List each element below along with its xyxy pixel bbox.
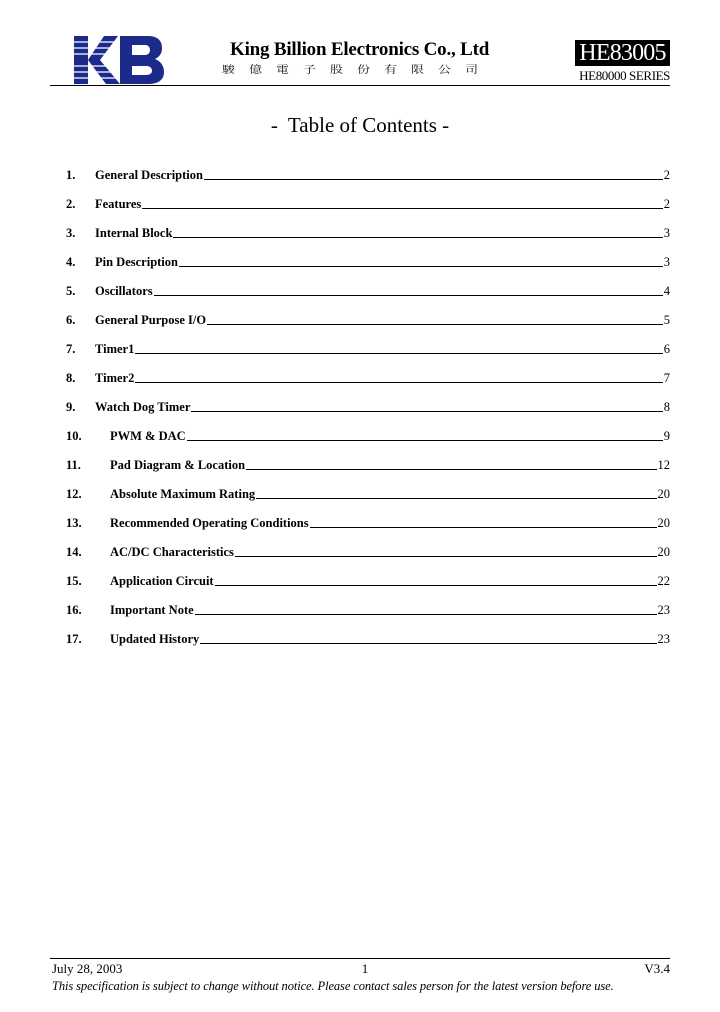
toc-leader-line [195, 614, 657, 615]
toc-entry-page: 7 [663, 371, 670, 385]
toc-entry-number: 15. [66, 574, 82, 588]
toc-leader-line [204, 179, 663, 180]
toc-leader-line [215, 585, 657, 586]
toc-entry-number: 7. [66, 342, 76, 356]
toc-entry-label[interactable]: Oscillators [95, 284, 153, 298]
part-number-badge: HE83005 [575, 40, 670, 66]
toc-leader-line [235, 556, 657, 557]
toc-leader-line [179, 266, 663, 267]
toc-entry-number: 16. [66, 603, 82, 617]
toc-entry[interactable] [66, 270, 670, 299]
toc-entry-label[interactable]: Timer1 [95, 342, 135, 356]
toc-leader-line [154, 295, 663, 296]
toc-entry-page: 23 [657, 632, 670, 646]
toc-entry[interactable] [66, 502, 670, 531]
toc-entry-number: 1. [66, 168, 76, 182]
toc-leader-line [135, 353, 662, 354]
toc-leader-line [246, 469, 656, 470]
toc-entry-page: 20 [657, 487, 670, 501]
toc-entry[interactable] [66, 531, 670, 560]
toc-entry-label[interactable]: Internal Block [95, 226, 173, 240]
toc-entry-label[interactable]: Absolute Maximum Rating [110, 487, 256, 501]
toc-entry-page: 20 [657, 516, 670, 530]
company-name-en: King Billion Electronics Co., Ltd [230, 39, 490, 60]
toc-entry-page: 9 [663, 429, 670, 443]
toc-entry[interactable] [66, 444, 670, 473]
toc-entry-page: 3 [663, 226, 670, 240]
toc-entry-number: 10. [66, 429, 82, 443]
toc-entry-label[interactable]: General Description [95, 168, 203, 182]
toc-entry-label[interactable]: Watch Dog Timer [95, 400, 191, 414]
toc-entry-number: 9. [66, 400, 76, 414]
toc-entry-number: 14. [66, 545, 82, 559]
toc-entry[interactable] [66, 589, 670, 618]
toc-leader-line [207, 324, 663, 325]
toc-entry-number: 12. [66, 487, 82, 501]
toc-entry-label[interactable]: Recommended Operating Conditions [110, 516, 309, 530]
toc-entry[interactable] [66, 328, 670, 357]
toc-entry-number: 8. [66, 371, 76, 385]
toc-entry-page: 3 [663, 255, 670, 269]
toc-entry[interactable] [66, 183, 670, 212]
toc-entry-page: 6 [663, 342, 670, 356]
toc-entry[interactable] [66, 357, 670, 386]
toc-entry-label[interactable]: General Purpose I/O [95, 313, 207, 327]
footer-version: V3.4 [644, 961, 670, 976]
toc-leader-line [310, 527, 657, 528]
toc-entry-page: 2 [663, 168, 670, 182]
toc-leader-line [135, 382, 662, 383]
footer-notice: This specification is subject to change without notice. Please contact sales person for the latest version before use. [52, 979, 614, 993]
toc-entry[interactable] [66, 154, 670, 183]
toc-entry[interactable] [66, 212, 670, 241]
toc-entry[interactable] [66, 241, 670, 270]
toc-entry-page: 8 [663, 400, 670, 414]
toc-entry-page: 2 [663, 197, 670, 211]
toc-entry-label[interactable]: Updated History [110, 632, 200, 646]
toc-entry-page: 23 [657, 603, 670, 617]
toc-entry-number: 3. [66, 226, 76, 240]
toc-entry-number: 2. [66, 197, 76, 211]
toc-leader-line [200, 643, 656, 644]
toc-entry[interactable] [66, 299, 670, 328]
toc-entry-label[interactable]: Pin Description [95, 255, 178, 269]
toc-leader-line [256, 498, 656, 499]
toc-entry-label[interactable]: Features [95, 197, 142, 211]
toc-leader-line [187, 440, 663, 441]
toc-entry[interactable] [66, 473, 670, 502]
toc-title: - Table of Contents - [270, 113, 450, 137]
toc-entry-number: 5. [66, 284, 76, 298]
table-of-contents [66, 154, 670, 647]
toc-entry[interactable] [66, 618, 670, 647]
toc-entry-page: 22 [657, 574, 670, 588]
toc-entry-page: 20 [657, 545, 670, 559]
toc-entry-label[interactable]: Pad Diagram & Location [110, 458, 246, 472]
toc-entry-number: 6. [66, 313, 76, 327]
footer-date: July 28, 2003 [52, 961, 123, 976]
toc-entry-page: 5 [663, 313, 670, 327]
kb-logo [74, 36, 164, 84]
company-name-cn: 駿億電子股份有限公司 [222, 63, 493, 76]
toc-entry-page: 4 [663, 284, 670, 298]
toc-entry-label[interactable]: Application Circuit [110, 574, 214, 588]
toc-entry-number: 17. [66, 632, 82, 646]
toc-entry-label[interactable]: Timer2 [95, 371, 135, 385]
footer-divider [50, 958, 670, 959]
toc-entry-number: 4. [66, 255, 76, 269]
toc-entry-label[interactable]: PWM & DAC [110, 429, 186, 443]
footer-page-number: 1 [361, 961, 369, 976]
toc-leader-line [191, 411, 662, 412]
toc-entry[interactable] [66, 415, 670, 444]
toc-entry-label[interactable]: Important Note [110, 603, 194, 617]
toc-entry-page: 12 [657, 458, 670, 472]
toc-entry-number: 13. [66, 516, 82, 530]
series-label: HE80000 SERIES [579, 68, 670, 83]
toc-entry-label[interactable]: AC/DC Characteristics [110, 545, 234, 559]
toc-leader-line [173, 237, 662, 238]
toc-entry[interactable] [66, 386, 670, 415]
header-divider [50, 85, 670, 86]
toc-leader-line [142, 208, 662, 209]
toc-entry[interactable] [66, 560, 670, 589]
toc-entry-number: 11. [66, 458, 81, 472]
